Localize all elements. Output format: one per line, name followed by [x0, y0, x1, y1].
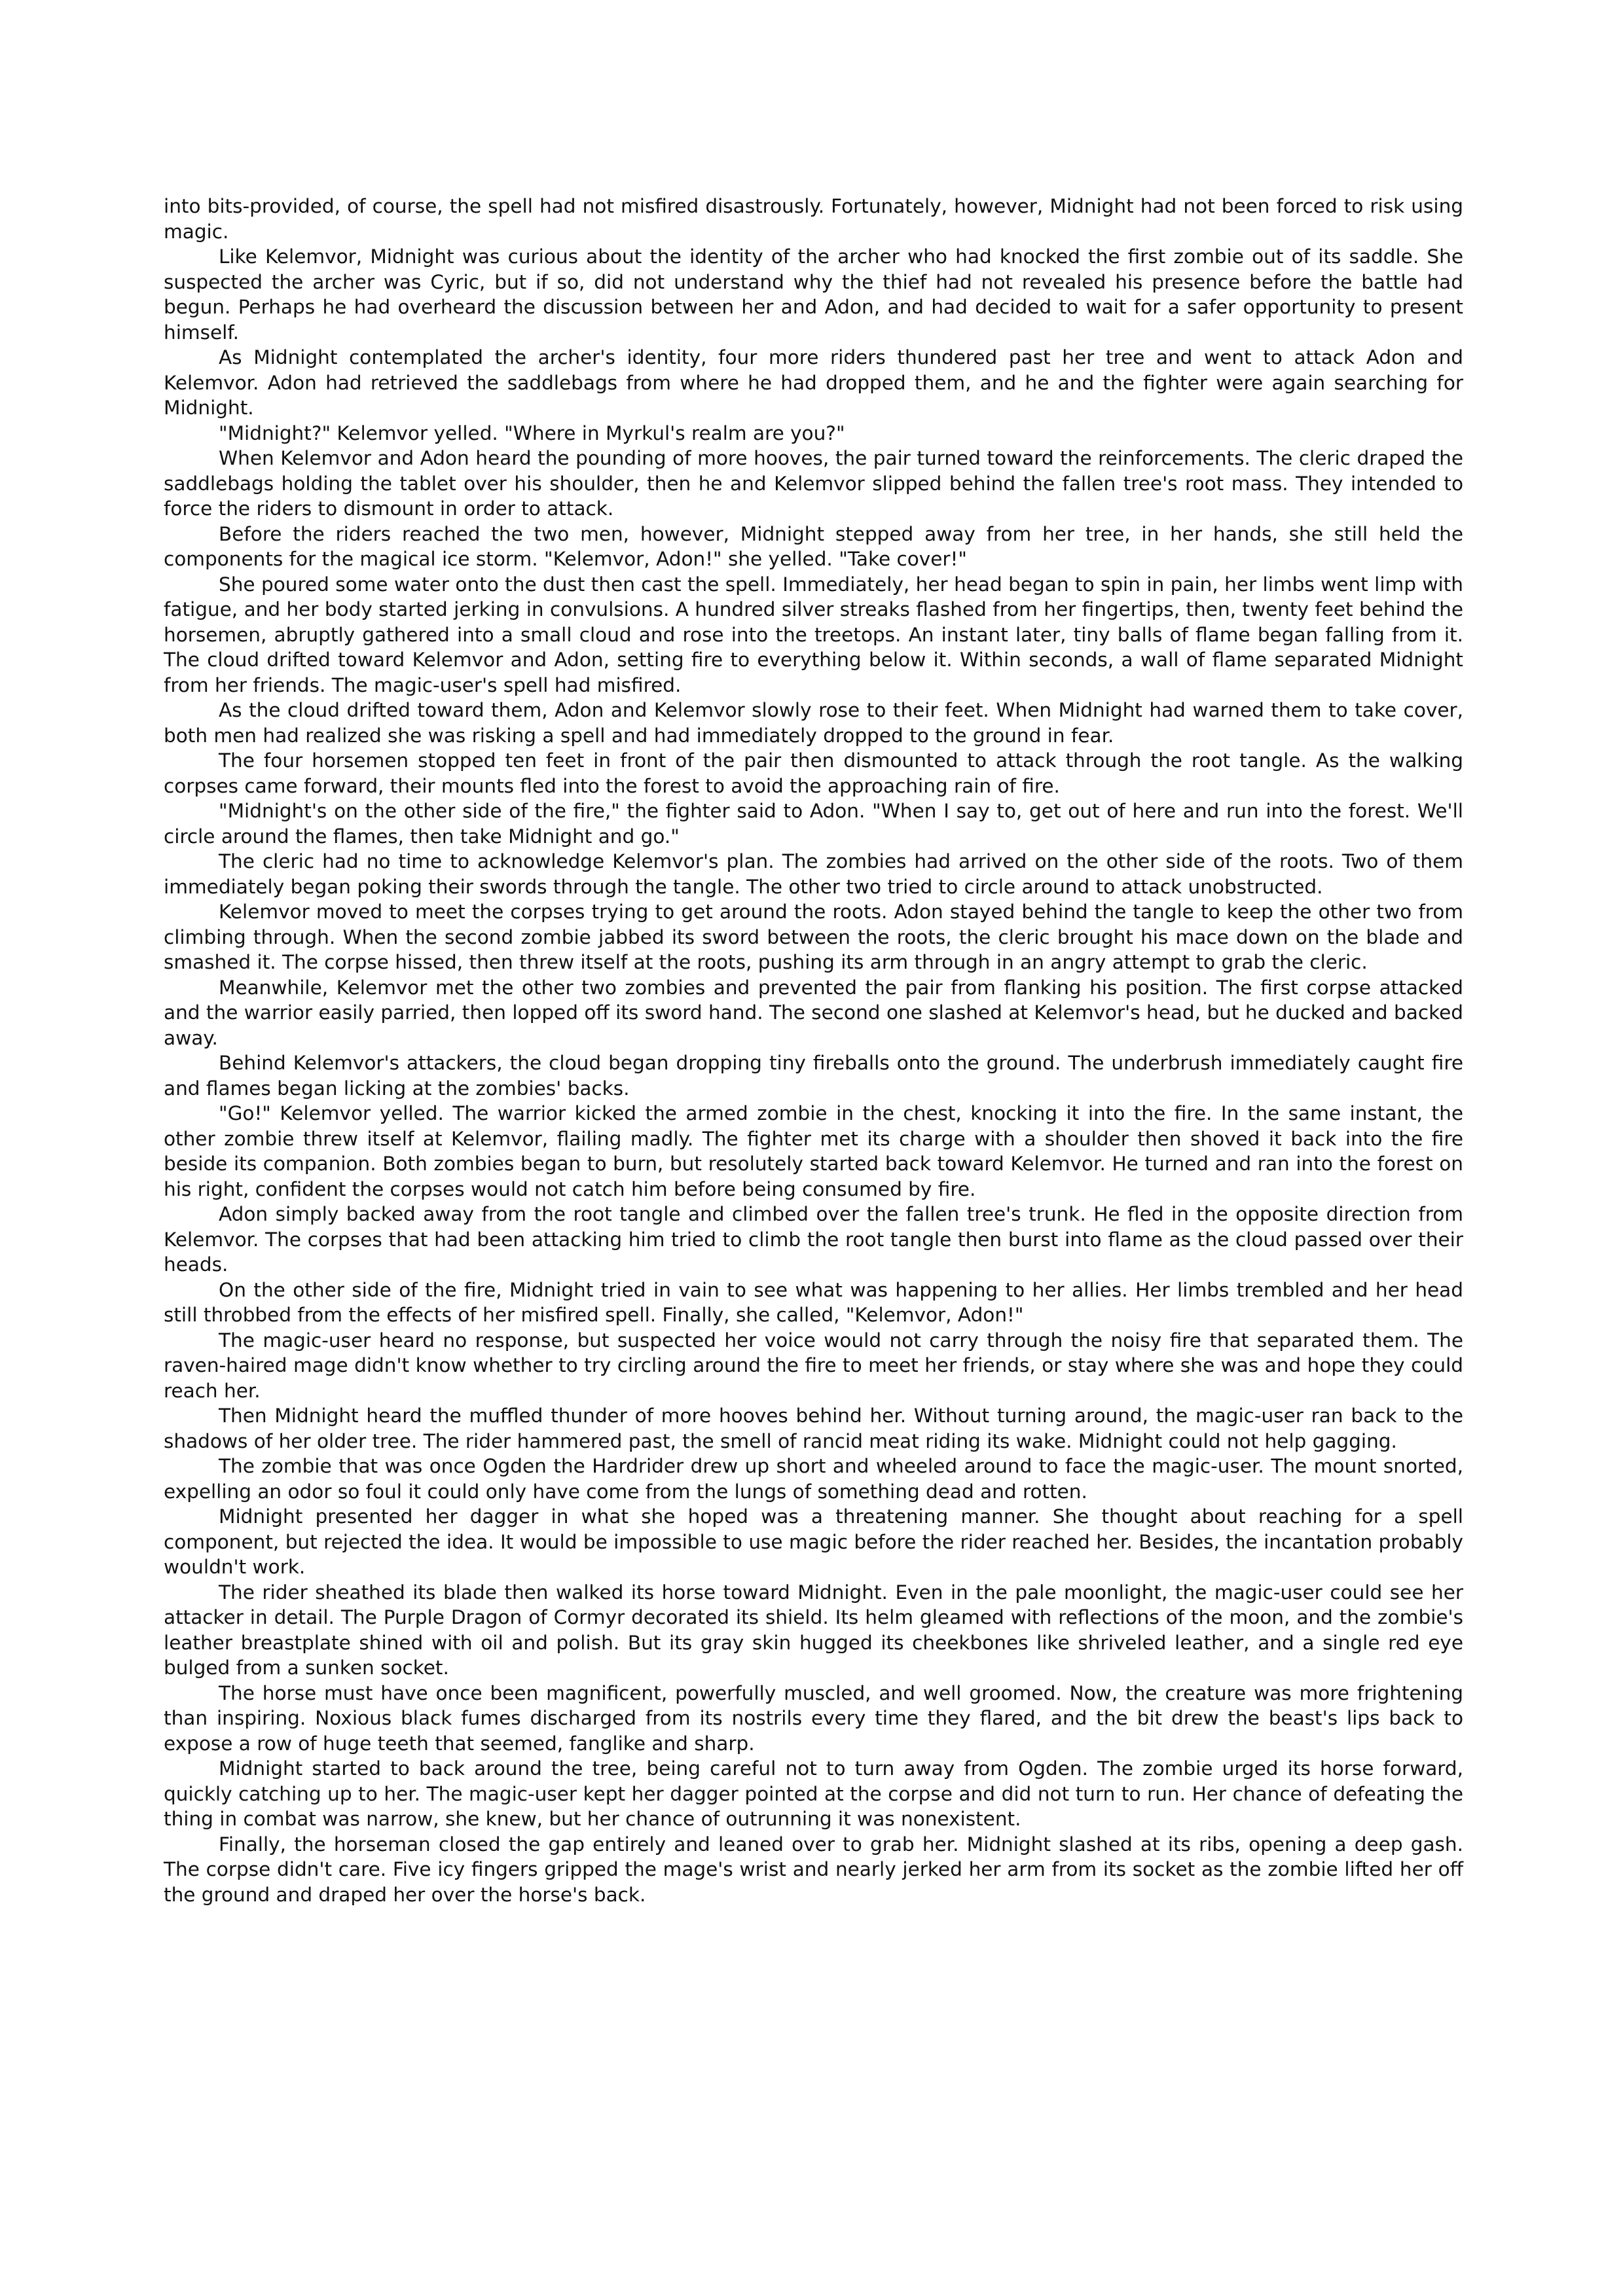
- paragraph: On the other side of the fire, Midnight tried in vain to see what was happening to her allies. Her limbs trembled and her head still throbbed from the effects of her misfired spell. Finally, she called, "Kelemvor, Adon!": [164, 1278, 1463, 1326]
- paragraph: The zombie that was once Ogden the Hardrider drew up short and wheeled around to face the magic-user. The mount snorted, expelling an odor so foul it could only have come from the lungs of something dead and rotten.: [164, 1455, 1463, 1503]
- paragraph: As Midnight contemplated the archer's identity, four more riders thundered past her tree and went to attack Adon and Kelemvor. Adon had retrieved the saddlebags from where he had dropped them, and he and the fighter were again searching for Midnight.: [164, 346, 1463, 419]
- paragraph: Like Kelemvor, Midnight was curious about the identity of the archer who had knocked the first zombie out of its saddle. She suspected the archer was Cyric, but if so, did not understand why the thief had not revealed his presence before the battle had begun. Perhaps he had overheard the discussion between her and Adon, and had decided to wait for a safer opportunity to present himself.: [164, 245, 1463, 344]
- paragraph: Kelemvor moved to meet the corpses trying to get around the roots. Adon stayed behind the tangle to keep the other two from climbing through. When the second zombie jabbed its sword between the roots, the cleric brought his mace down on the blade and smashed it. The corpse hissed, then threw itself at the roots, pushing its arm through in an angry attempt to grab the cleric.: [164, 901, 1463, 973]
- paragraph: She poured some water onto the dust then cast the spell. Immediately, her head began to spin in pain, her limbs went limp with fatigue, and her body started jerking in convulsions. A hundred silver streaks flashed from her fingertips, then, twenty feet behind the horsemen, abruptly gathered into a small cloud and rose into the treetops. An instant later, tiny balls of flame began falling from it. The cloud drifted toward Kelemvor and Adon, setting fire to everything below it. Within seconds, a wall of flame separated Midnight from her friends. The magic-user's spell had misfired.: [164, 573, 1463, 696]
- paragraph: The horse must have once been magnificent, powerfully muscled, and well groomed. Now, the creature was more frightening than inspiring. Noxious black fumes discharged from its nostrils every time they flared, and the bit drew the beast's lips back to expose a row of huge teeth that seemed, fanglike and sharp.: [164, 1681, 1463, 1755]
- paragraph: As the cloud drifted toward them, Adon and Kelemvor slowly rose to their feet. When Midnight had warned them to take cover, both men had realized she was risking a spell and had immediately dropped to the ground in fear.: [164, 699, 1463, 747]
- page-text: [164, 194, 1463, 1907]
- paragraph: Midnight started to back around the tree, being careful not to turn away from Ogden. The zombie urged its horse forward, quickly catching up to her. The magic-user kept her dagger pointed at the corpse and did not turn to run. Her chance of defeating the thing in combat was narrow, she knew, but her chance of outrunning it was nonexistent.: [164, 1757, 1463, 1830]
- paragraph: Then Midnight heard the muffled thunder of more hooves behind her. Without turning around, the magic-user ran back to the shadows of her older tree. The rider hammered past, the smell of rancid meat riding its wake. Midnight could not help gagging.: [164, 1405, 1463, 1452]
- paragraph: When Kelemvor and Adon heard the pounding of more hooves, the pair turned toward the reinforcements. The cleric draped the saddlebags holding the tablet over his shoulder, then he and Kelemvor slipped behind the fallen tree's root mass. They intended to force the riders to dismount in order to attack.: [164, 447, 1463, 520]
- paragraph: Midnight presented her dagger in what she hoped was a threatening manner. She thought about reaching for a spell component, but rejected the idea. It would be impossible to use magic before the rider reached her. Besides, the incantation probably wouldn't work.: [164, 1505, 1463, 1578]
- paragraph: "Midnight's on the other side of the fire," the fighter said to Adon. "When I say to, get out of here and run into the forest. We'll circle around the flames, then take Midnight and go.": [164, 800, 1463, 848]
- paragraph: Finally, the horseman closed the gap entirely and leaned over to grab her. Midnight slashed at its ribs, opening a deep gash. The corpse didn't care. Five icy fingers gripped the mage's wrist and nearly jerked her arm from its socket as the zombie lifted her off the ground and draped her over the horse's back.: [164, 1833, 1463, 1906]
- paragraph: into bits-provided, of course, the spell had not misfired disastrously. Fortunately, however, Midnight had not been forced to risk using magic.: [164, 195, 1463, 243]
- paragraph: The four horsemen stopped ten feet in front of the pair then dismounted to attack through the root tangle. As the walking corpses came forward, their mounts fled into the forest to avoid the approaching rain of fire.: [164, 749, 1463, 797]
- paragraph: The rider sheathed its blade then walked its horse toward Midnight. Even in the pale moonlight, the magic-user could see her attacker in detail. The Purple Dragon of Cormyr decorated its shield. Its helm gleamed with reflections of the moon, and the zombie's leather breastplate shined with oil and polish. But its gray skin hugged its cheekbones like shriveled leather, and a single red eye bulged from a sunken socket.: [164, 1581, 1463, 1679]
- paragraph: "Midnight?" Kelemvor yelled. "Where in Myrkul's realm are you?": [219, 422, 845, 444]
- paragraph: Before the riders reached the two men, however, Midnight stepped away from her tree, in her hands, she still held the components for the magical ice storm. "Kelemvor, Adon!" she yelled. "Take cover!": [164, 522, 1463, 570]
- paragraph: Meanwhile, Kelemvor met the other two zombies and prevented the pair from flanking his position. The first corpse attacked and the warrior easily parried, then lopped off its sword hand. The second one slashed at Kelemvor's head, but he ducked and backed away.: [164, 976, 1463, 1049]
- paragraph: The cleric had no time to acknowledge Kelemvor's plan. The zombies had arrived on the other side of the roots. Two of them immediately began poking their swords through the tangle. The other two tried to circle around to attack unobstructed.: [164, 850, 1463, 898]
- paragraph: "Go!" Kelemvor yelled. The warrior kicked the armed zombie in the chest, knocking it into the fire. In the same instant, the other zombie threw itself at Kelemvor, flailing madly. The fighter met its charge with a shoulder then shoved it back into the fire beside its companion. Both zombies began to burn, but resolutely started back toward Kelemvor. He turned and ran into the forest on his right, confident the corpses would not catch him before being consumed by fire.: [164, 1102, 1463, 1200]
- paragraph: Behind Kelemvor's attackers, the cloud began dropping tiny fireballs onto the ground. The underbrush immediately caught fire and flames began licking at the zombies' backs.: [164, 1052, 1463, 1100]
- paragraph: The magic-user heard no response, but suspected her voice would not carry through the noisy fire that separated them. The raven-haired mage didn't know whether to try circling around the fire to meet her friends, or stay where she was and hope they could reach her.: [164, 1329, 1463, 1402]
- paragraph: Adon simply backed away from the root tangle and climbed over the fallen tree's trunk. He fled in the opposite direction from Kelemvor. The corpses that had been attacking him tried to climb the root tangle then burst into flame as the cloud passed over their heads.: [164, 1203, 1463, 1276]
